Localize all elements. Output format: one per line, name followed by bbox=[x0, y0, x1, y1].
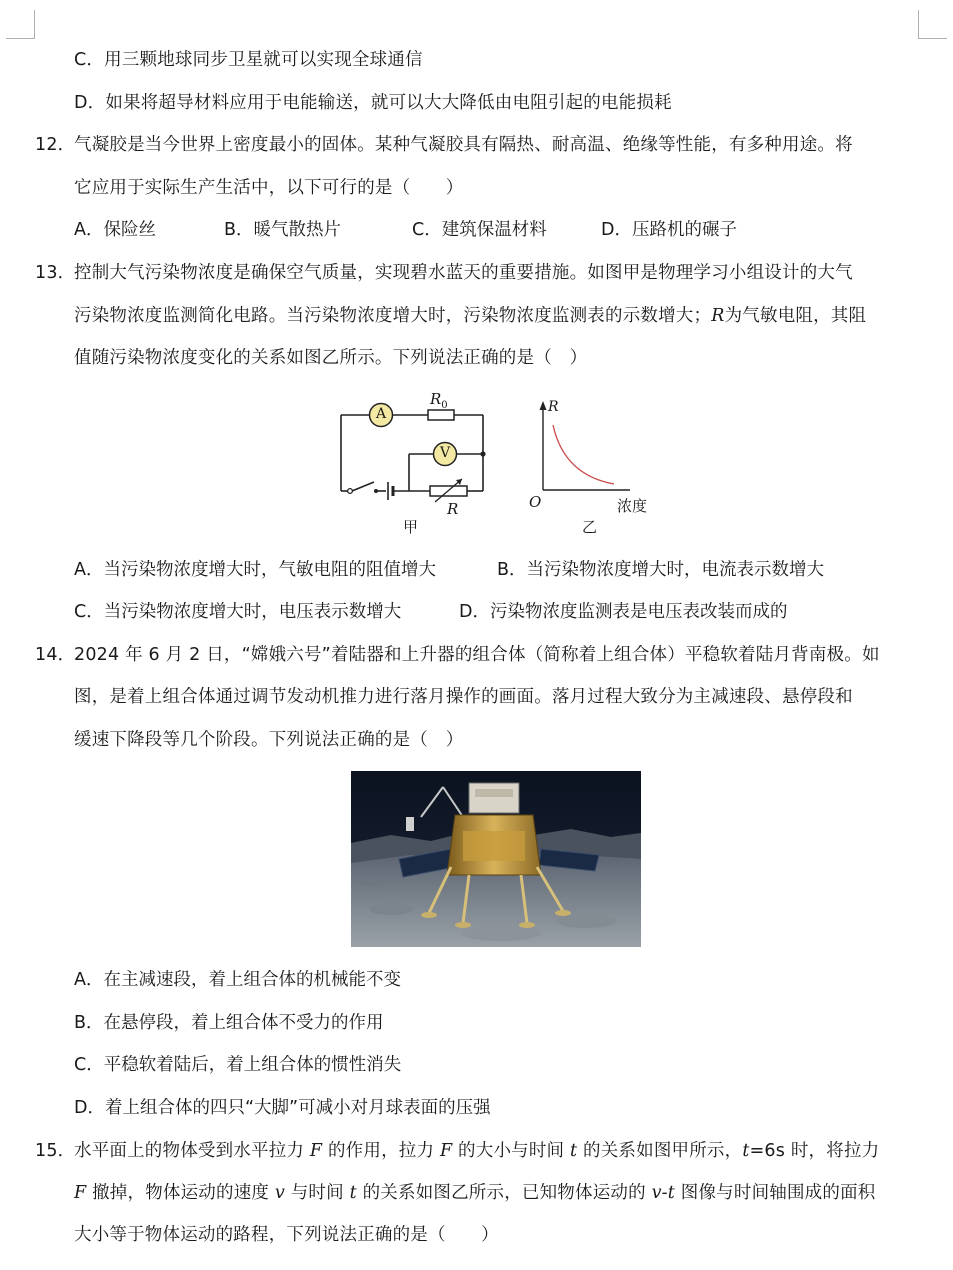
circuit-diagram bbox=[330, 385, 500, 535]
q12-stem-line2: 它应用于实际生产生活中，以下可行的是（ ） bbox=[74, 178, 464, 198]
q13-option-c: C．当污染物浓度增大时，电压表示数增大 bbox=[74, 602, 402, 622]
q14-stem-line1: 2024 年 6 月 2 日，“嫦娥六号”着陆器和上升器的组合体（简称着上组合体）平稳软着陆月背南极。如 bbox=[74, 645, 880, 665]
q15-stem-line1: 水平面上的物体受到水平拉力 F 的作用，拉力 F 的大小与时间 t 的关系如图甲所示，t=6s 时，将拉力 bbox=[74, 1141, 880, 1161]
q14-option-b: B．在悬停段，着上组合体不受力的作用 bbox=[74, 1013, 384, 1033]
q14-stem-line2: 图，是着上组合体通过调节发动机推力进行落月操作的画面。落月过程大致分为主减速段、悬停段和 bbox=[74, 687, 853, 707]
lunar-lander-photo bbox=[351, 771, 641, 947]
q12-option-c: C．建筑保温材料 bbox=[412, 220, 547, 240]
page-corner-mark-left bbox=[6, 10, 35, 39]
resistance-concentration-graph bbox=[520, 395, 640, 505]
q15-number: 15． bbox=[35, 1141, 76, 1161]
q12-option-d: D．压路机的碾子 bbox=[601, 220, 737, 240]
q12-number: 12． bbox=[35, 135, 76, 155]
r-label: R bbox=[447, 500, 459, 518]
q12-option-b: B．暖气散热片 bbox=[224, 220, 342, 240]
q13-stem-line1: 控制大气污染物浓度是确保空气质量，实现碧水蓝天的重要措施。如图甲是物理学习小组设计的大气 bbox=[74, 263, 853, 283]
caption-jia: 甲 bbox=[403, 518, 419, 536]
q13-stem-line3: 值随污染物浓度变化的关系如图乙所示。下列说法正确的是（ ） bbox=[74, 348, 588, 368]
q12-option-a: A．保险丝 bbox=[74, 220, 156, 240]
q13-option-d: D．污染物浓度监测表是电压表改装而成的 bbox=[459, 602, 788, 622]
page-corner-mark-right bbox=[918, 10, 947, 39]
graph-y-label: R bbox=[548, 399, 559, 415]
q13-option-a: A．当污染物浓度增大时，气敏电阻的阻值增大 bbox=[74, 560, 436, 580]
q11-option-d: D．如果将超导材料应用于电能输送，就可以大大降低由电阻引起的电能损耗 bbox=[74, 93, 672, 113]
q15-stem-line3: 大小等于物体运动的路程，下列说法正确的是（ ） bbox=[74, 1225, 499, 1245]
q14-number: 14． bbox=[35, 645, 76, 665]
q13-option-b: B．当污染物浓度增大时，电流表示数增大 bbox=[497, 560, 825, 580]
graph-origin-label: O bbox=[529, 493, 542, 511]
resistance-curve bbox=[553, 425, 614, 484]
q14-option-d: D．着上组合体的四只“大脚”可减小对月球表面的压强 bbox=[74, 1098, 491, 1118]
q11-option-c: C．用三颗地球同步卫星就可以实现全球通信 bbox=[74, 50, 423, 70]
q12-stem-line1: 气凝胶是当今世界上密度最小的固体。某种气凝胶具有隔热、耐高温、绝缘等性能，有多种用途。将 bbox=[74, 135, 853, 155]
ammeter-label: A bbox=[376, 406, 387, 422]
q14-option-a: A．在主减速段，着上组合体的机械能不变 bbox=[74, 970, 401, 990]
voltmeter-label: V bbox=[440, 445, 451, 461]
q13-stem-line2: 污染物浓度监测简化电路。当污染物浓度增大时，污染物浓度监测表的示数增大；R为气敏电阻，其阻 bbox=[74, 306, 867, 326]
q13-number: 13． bbox=[35, 263, 76, 283]
q15-stem-line2: F 撤掉，物体运动的速度 v 与时间 t 的关系如图乙所示，已知物体运动的 v-t 图像与时间轴围成的面积 bbox=[74, 1183, 876, 1203]
graph-x-label: 浓度 bbox=[617, 497, 648, 515]
q14-stem-line3: 缓速下降段等几个阶段。下列说法正确的是（ ） bbox=[74, 730, 464, 750]
q14-option-c: C．平稳软着陆后，着上组合体的惯性消失 bbox=[74, 1055, 402, 1075]
r0-label: $R_0$ bbox=[430, 390, 448, 411]
caption-yi: 乙 bbox=[582, 518, 598, 536]
